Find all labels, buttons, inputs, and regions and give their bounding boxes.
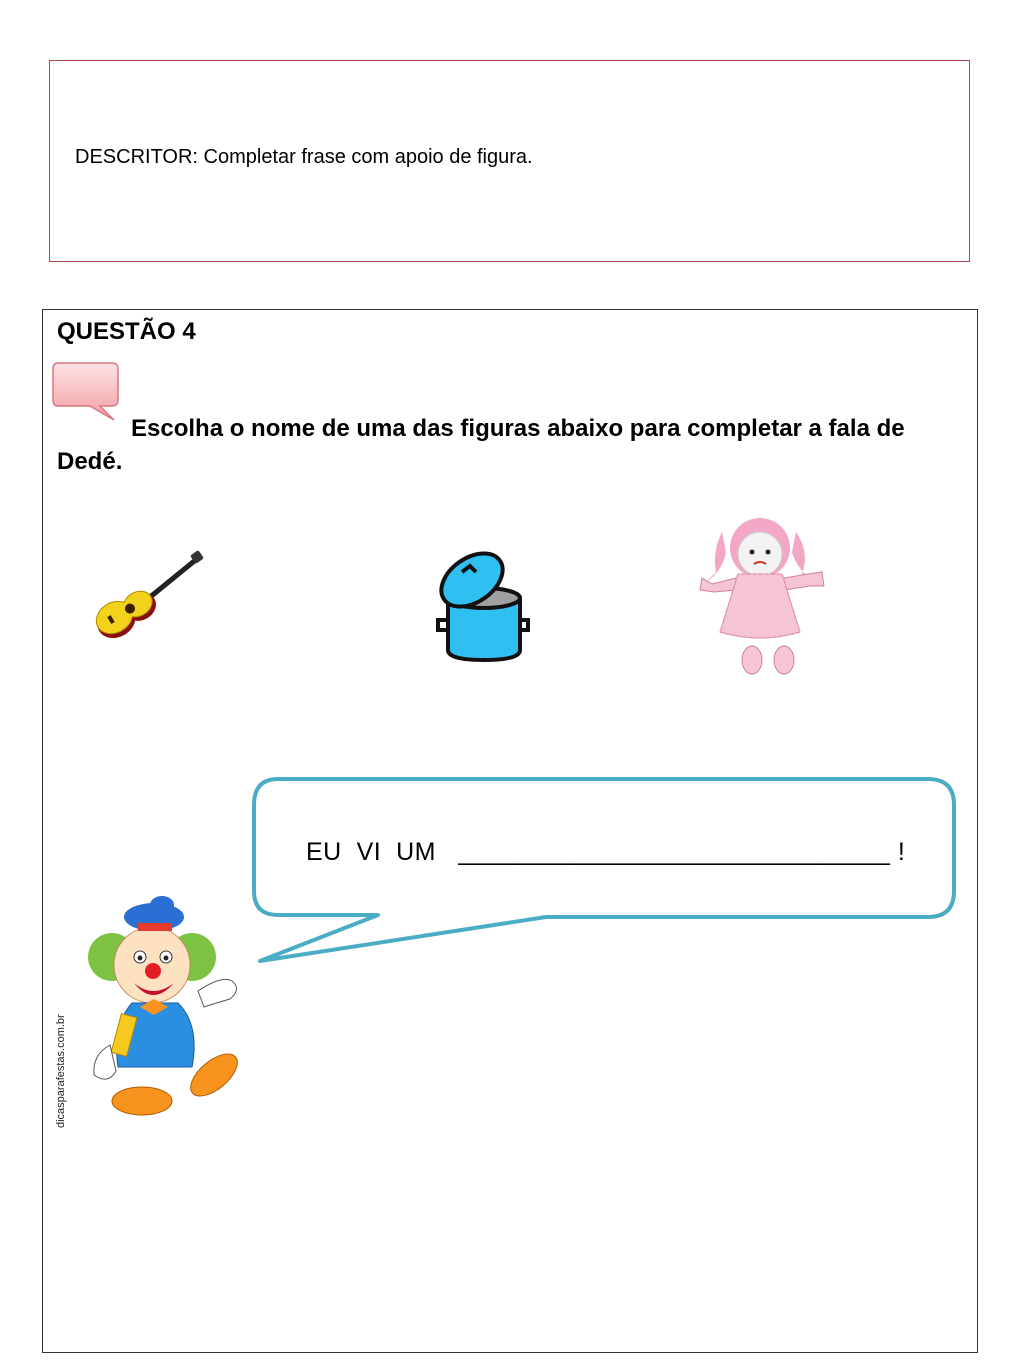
speech-bubble-icon xyxy=(50,360,122,424)
clown-icon xyxy=(82,895,247,1125)
question-instruction: Escolha o nome de uma das figuras abaixo para completar a fala de Dedé. xyxy=(57,415,905,475)
speech-text: EU VI UM ______________________________ ! xyxy=(306,838,906,866)
pot-icon xyxy=(432,550,532,665)
image-credit: dicasparafestas.com.br xyxy=(55,1014,67,1128)
guitar-icon xyxy=(92,550,207,645)
question-title: QUESTÃO 4 xyxy=(57,318,196,345)
descritor-text: DESCRITOR: Completar frase com apoio de figura. xyxy=(75,146,533,168)
descritor-box xyxy=(49,60,970,262)
doll-icon xyxy=(692,512,832,682)
speech-bubble xyxy=(250,775,960,970)
